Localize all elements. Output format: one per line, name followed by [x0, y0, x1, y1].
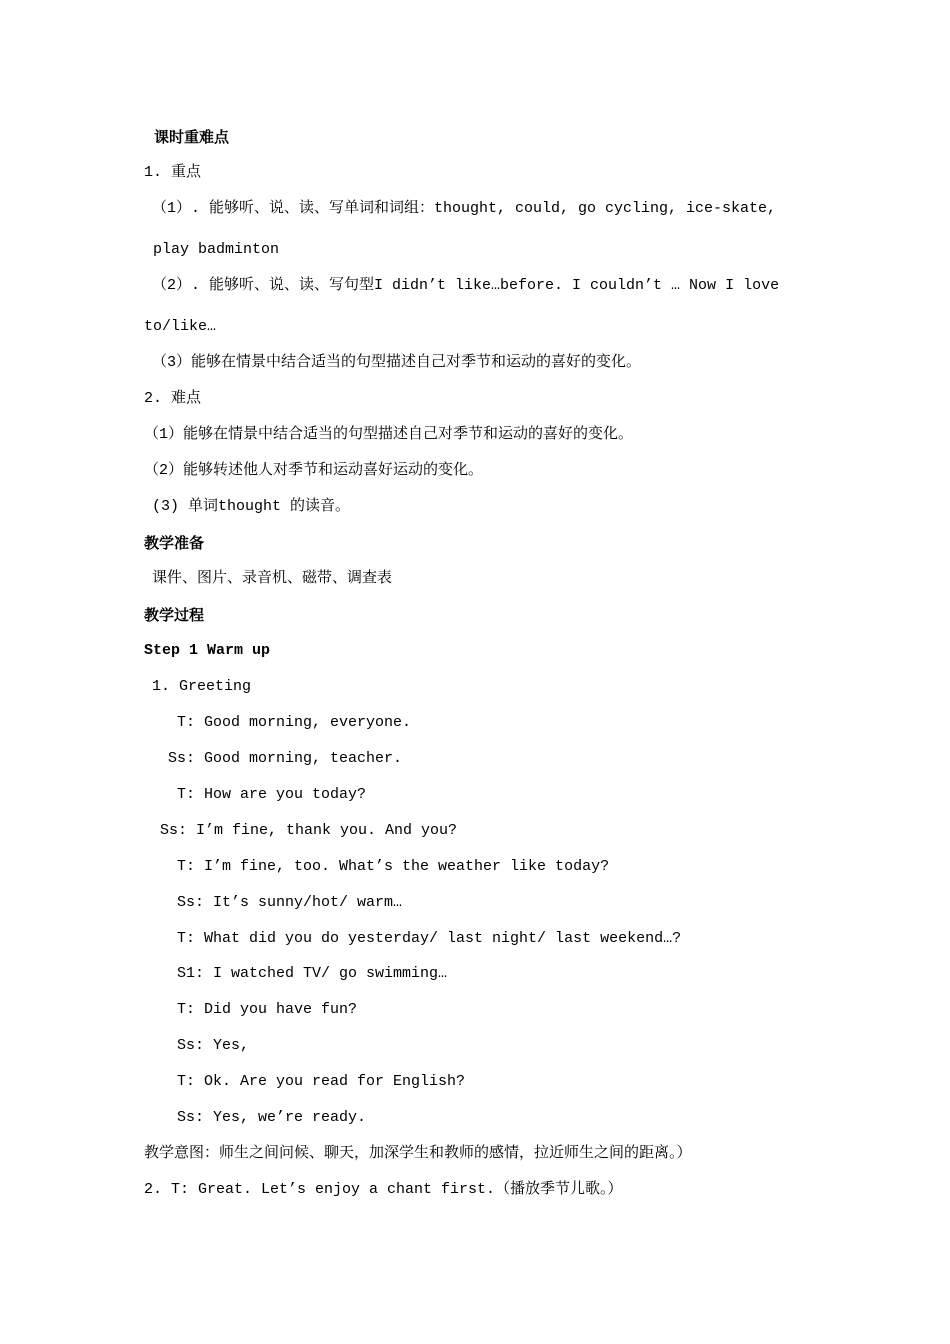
heading-key-points: 课时重难点	[154, 128, 230, 146]
list-item-words-line1: （1）. 能够听、说、读、写单词和词组：thought, could, go cycling, ice-skate,	[152, 200, 777, 217]
dialogue-line: Ss: Yes, we’re ready.	[177, 1109, 367, 1126]
dialogue-line: T: Good morning, everyone.	[177, 714, 412, 731]
heading-process: 教学过程	[144, 606, 205, 624]
list-item-difficulties: 2. 难点	[144, 390, 202, 407]
dialogue-line: T: What did you do yesterday/ last night/ last weekend…?	[177, 930, 682, 947]
dialogue-line: T: How are you today?	[177, 786, 367, 803]
list-item-sentences-line1: （2）. 能够听、说、读、写句型I didn’t like…before. I couldn’t … Now I love	[152, 277, 780, 294]
list-item-difficulty-1: （1）能够在情景中结合适当的句型描述自己对季节和运动的喜好的变化。	[144, 426, 634, 443]
list-item-sentences-line2: to/like…	[144, 318, 217, 335]
dialogue-line: Ss: It’s sunny/hot/ warm…	[177, 894, 403, 911]
dialogue-line: T: Ok. Are you read for English?	[177, 1073, 466, 1090]
dialogue-line: Ss: Yes,	[177, 1037, 250, 1054]
list-item-difficulty-2: （2）能够转述他人对季节和运动喜好运动的变化。	[144, 462, 484, 479]
dialogue-line: T: I’m fine, too. What’s the weather like today?	[177, 858, 610, 875]
list-item-key-points: 1. 重点	[144, 164, 202, 181]
step1-title: Step 1 Warm up	[144, 642, 271, 659]
list-item-words-line2: play badminton	[153, 241, 280, 258]
preparation-text: 课件、图片、录音机、磁带、调查表	[152, 570, 393, 587]
dialogue-line: Ss: Good morning, teacher.	[168, 750, 403, 767]
list-item-describe-changes: （3）能够在情景中结合适当的句型描述自己对季节和运动的喜好的变化。	[152, 354, 642, 371]
chant-instruction: 2. T: Great. Let’s enjoy a chant first.（播放季节儿歌。）	[144, 1181, 623, 1198]
greeting-label: 1. Greeting	[152, 678, 252, 695]
dialogue-line: T: Did you have fun?	[177, 1001, 358, 1018]
list-item-difficulty-3: (3) 单词thought 的读音。	[152, 498, 351, 515]
dialogue-line: Ss: I’m fine, thank you. And you?	[160, 822, 458, 839]
dialogue-line: S1: I watched TV/ go swimming…	[177, 965, 448, 982]
heading-preparation: 教学准备	[144, 534, 205, 552]
teaching-intent-note: 教学意图：师生之间问候、聊天，加深学生和教师的感情，拉近师生之间的距离。）	[144, 1145, 692, 1162]
